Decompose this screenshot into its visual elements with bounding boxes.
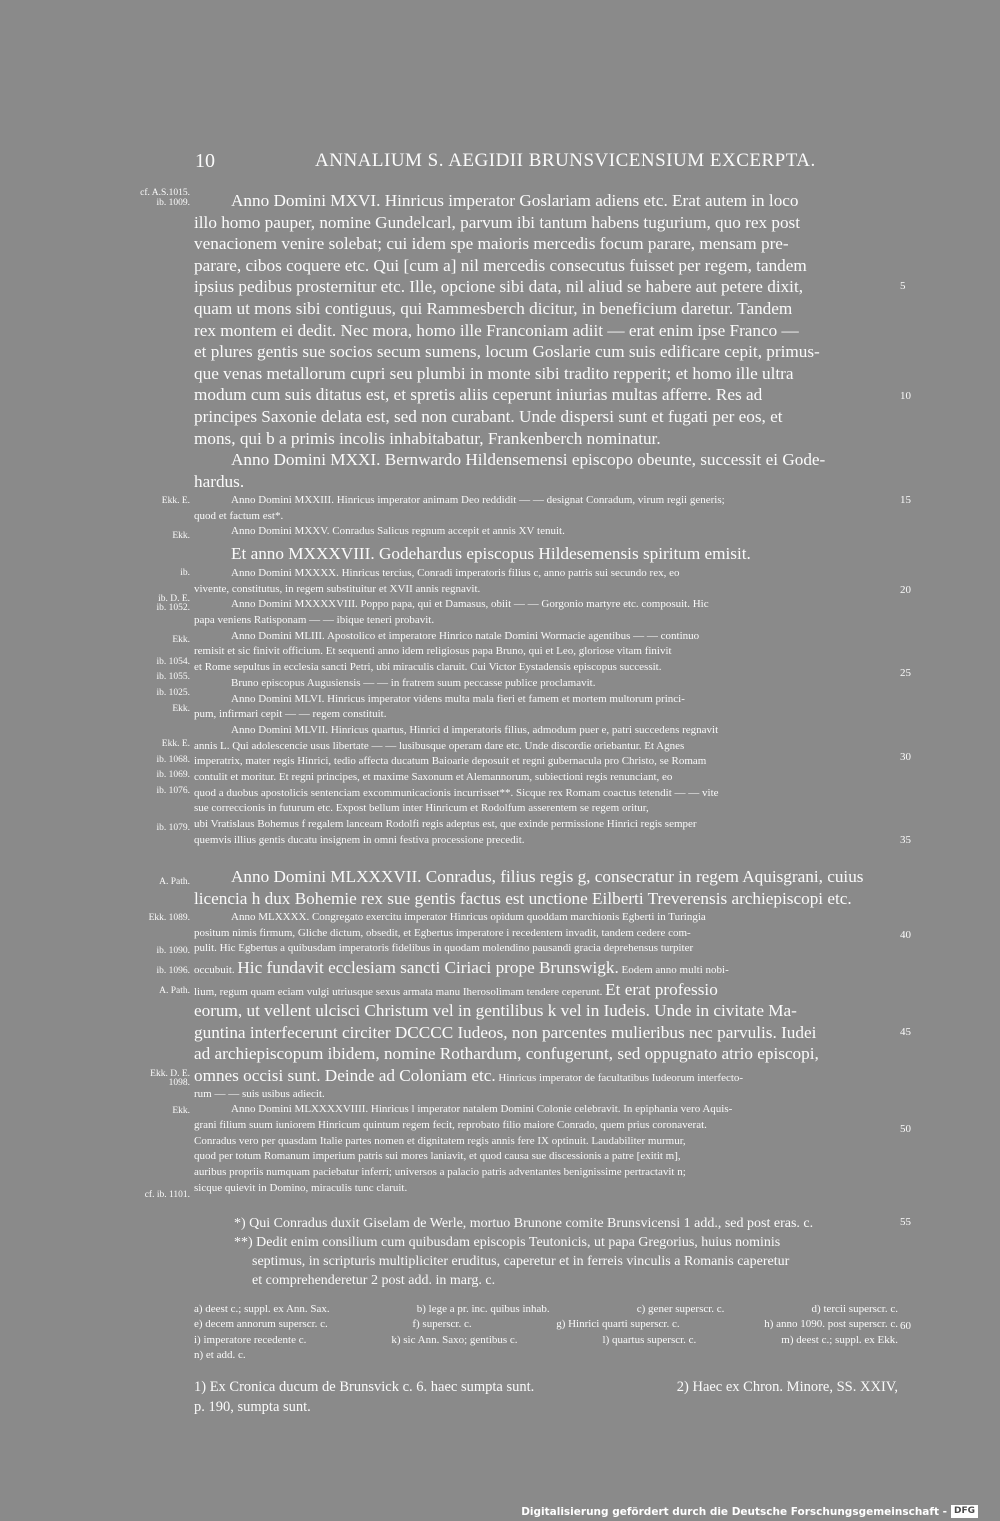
mixed-text-line: quod per totum Romanum imperium patris sui mores laniavit, et quod causa sue discessionis a patre [exitit m], [194,1150,681,1163]
apparatus-note: k) sic Ann. Saxo; gentibus c. [391,1333,518,1346]
main-text-block-3 [194,866,898,909]
text-line: que venas metallorum cupri seu plumbi in monte sibi tradito repperit; et homo ille ultra [194,363,794,383]
margin-note: ib. 1090. [156,946,190,956]
text-line: Anno Domini MXVI. Hinricus imperator Goslariam adiens etc. Erat autem in loco [231,191,799,210]
small-text-block-1 [194,493,898,540]
line-number: 35 [900,834,911,846]
source-note-line: p. 190, sumpta sunt. [194,1398,311,1415]
page-number: 10 [195,150,215,172]
line-number: 20 [900,584,911,596]
small-text-line: annis L. Qui adolescencie usus libertate — — lusibusque operam dare etc. Unde discordie oriebantur. Et Agnes [194,739,685,752]
margin-note: Ekk. [172,531,190,541]
line-number: 55 [900,1216,911,1228]
line-number: 60 [900,1320,911,1332]
footnote-line: et comprehenderetur 2 post add. in marg. c. [252,1273,496,1288]
small-segment: lium, regum quam eciam vulgi utriusque sexus armata manu Iherosolimam tendere ceperunt. [194,985,606,998]
margin-note: ib. 1069. [156,770,190,780]
mixed-text-line: ad archiepiscopum ibidem, nomine Rothardum, confugerunt, sed oppugnato atrio episcopi, [194,1044,819,1064]
small-text-line: remisit et sic finivit officium. Et sequenti anno idem religiosus papa Bruno, qui et Leo, gloriose vitam finivit [194,645,672,658]
small-segment: occubuit. [194,964,238,977]
margin-note: cf. ib. 1101. [144,1190,190,1200]
line-number: 30 [900,751,911,763]
apparatus-note: l) quartus superscr. c. [602,1333,697,1346]
small-segment: Eodem anno multi nobi- [618,964,729,977]
text-line: et plures gentis sue socios secum sumens, locum Goslarie cum suis edificare cepit, primus- [194,342,820,362]
small-text-line: Anno Domini MLVII. Hinricus quartus, Hinrici d imperatoris filius, admodum puer e, patri succedens regnavit [231,723,719,736]
line-number: 40 [900,929,911,941]
main-text-block-1 [194,190,898,492]
margin-note: A. Path. [159,877,190,887]
line-number: 15 [900,494,911,506]
text-line: ipsius pedibus prosternitur etc. Ille, opcione sibi data, nil aliud se habere aut petere dixit, [194,277,804,297]
margin-note: ib. 1096. [156,966,190,976]
text-line: parare, cibos coquere etc. Qui [cum a] nil mercedis consecutus fuisset per regem, tandem [194,255,807,275]
source-notes [194,1378,898,1417]
footnote-line: *) Qui Conradus duxit Giselam de Werle, mortuo Brunone comite Brunsvicensi 1 add., sed post eras. c. [234,1216,814,1231]
apparatus-note: i) imperatore recedente c. [194,1333,307,1346]
text-line: licencia h dux Bohemie rex sue gentis factus est unctione Eilberti Treverensis archiepiscopi etc. [194,888,852,908]
line-number: 50 [900,1123,911,1135]
dfg-logo: DFG [951,1505,978,1518]
footnote-line: septimus, in scripturis multipliciter eruditus, caperetur et in ferreis vinculis a Romanis caperetur [252,1254,790,1269]
small-text-line: Anno Domini MLVI. Hinricus imperator videns multa mala fieri et famem et mortem multorum princi- [231,692,685,705]
small-text-line: Anno Domini MLIII. Apostolico et imperatore Hinrico natale Domini Wormacie agentibus — — continuo [231,629,700,642]
mixed-text-line: positum nimis firmum, Gliche dictum, obsedit, et Egbertus imperatore i recedentem invadit, tandem cedere com- [194,926,691,939]
page-header [195,150,900,180]
margin-note: Ekk. 1089. [148,913,190,923]
small-text-line: Bruno episcopus Augusiensis — — in fratrem suum peccasse publice proclamavit. [231,676,596,689]
text-line: mons, qui b a primis incolis inhabitabatur, Frankenberch nominatur. [194,428,661,448]
margin-note: ib. 1055. [156,672,190,682]
line-number: 5 [900,280,906,292]
mixed-text-line: auribus propriis numquam paciebatur inferri; universos a palacio patris adventantes benignissime pertractavit n; [194,1166,686,1179]
text-line: principes Saxonie delata est, sed non curabant. Unde dispersi sunt et fugati per eos, et [194,406,783,426]
margin-note: ib. [180,568,190,578]
source-note-1: 1) Ex Cronica ducum de Brunsvick c. 6. haec sumpta sunt. [194,1379,535,1395]
critical-apparatus [194,1302,898,1364]
text-line: Et anno MXXXVIII. Godehardus episcopus Hildesemensis spiritum emisit. [231,544,751,563]
footnotes [194,1214,898,1290]
text-line: venacionem venire solebat; cui idem spe maioris mercedis focum parare, mensam pre- [194,234,789,254]
source-note-line [194,1378,898,1398]
mixed-text-line [194,957,898,979]
margin-note: Ekk. E. [161,739,190,749]
margin-note: ib. 1079. [156,823,190,833]
small-text-line: quemvis illius gentis ducatu insignem in omni festiva processione precedit. [194,833,525,846]
apparatus-row [194,1317,898,1332]
margin-note: Ekk. D. E. [150,1069,190,1079]
mixed-text-line: eorum, ut vellent ulcisci Christum vel in gentilibus k vel in Iudeis. Unde in civitate Ma- [194,1001,797,1021]
small-text-line: imperatrix, mater regis Hinrici, tedio affecta ducatum Baioarie deposuit et regni gubernacula pro Christo, se Romam [194,755,707,768]
apparatus-note: a) deest c.; suppl. ex Ann. Sax. [194,1303,330,1315]
main-text-block-2 [194,543,898,565]
source-note-2: 2) Haec ex Chron. Minore, SS. XXIV, [676,1379,898,1395]
small-text-line: vivente, constitutus, in regem substituitur et XVII annis regnavit. [194,582,481,595]
mixed-text-line: Anno Domini MLXXXXVIIII. Hinricus l imperator natalem Domini Colonie celebravit. In epiphania vero Aquis- [231,1103,733,1116]
apparatus-row [194,1302,898,1317]
margin-note: cf. A.S.1015. [140,188,190,198]
small-text-line: quod et factum est*. [194,509,284,522]
apparatus-note: g) Hinrici quarti superscr. c. [556,1318,680,1331]
margin-note: A. Path. [159,986,190,996]
small-text-line: ubi Vratislaus Bohemus f regalem lanceam Rodolfi regis adeptus est, que exinde permissione Hinrici regis semper [194,818,697,830]
text-line: rex montem ei dedit. Nec mora, homo ille Franconiam adiit — erat enim ipse Franco — [194,320,799,340]
margin-note: Ekk. [172,1106,190,1116]
apparatus-note: d) tercii superscr. c. [811,1303,898,1315]
small-text-line: quod a duobus apostolicis sentenciam excommunicacionis incurrisset**. Sicque rex Romam coactus tetendit — — vite [194,786,719,799]
mixed-text-line: rum — — suis usibus adiecit. [194,1087,325,1100]
mixed-text-line: Anno MLXXXX. Congregato exercitu imperator Hinricus opidum quoddam marchionis Egberti in Turingia [231,911,706,923]
small-text-line: et Rome sepultus in ecclesia sancti Petri, ubi miraculis claruit. Cui Victor Eystadensis episcopus successit. [194,661,662,674]
text-line: hardus. [194,471,245,491]
margin-note: ib. D. E. [158,594,190,604]
mixed-text-block [194,910,898,1196]
line-number: 10 [900,390,911,402]
apparatus-note: m) deest c.; suppl. ex Ekk. [781,1333,898,1346]
small-text-line: Anno Domini MXXV. Conradus Salicus regnum accepit et annis XV tenuit. [231,525,565,538]
mixed-text-line: pulit. Hic Egbertus a quibusdam imperatoris fidelibus in quodam molendino pausandi gracia deprehensus turpiter [194,942,694,955]
small-text-line: Anno Domini MXXIII. Hinricus imperator animam Deo reddidit — — designat Conradum, virum regii generis; [231,494,725,506]
small-segment: Hinricus imperator de facultatibus Iudeorum interfecto- [495,1072,744,1085]
mixed-text-line [194,1065,898,1087]
mixed-text-line: grani filium suum iuniorem Hinricum quintum regem fecit, reprobato filio maiore Conrado, quem prius coronaverat. [194,1119,707,1131]
margin-note: ib. 1009. [156,198,190,208]
small-text-line: pum, infirmari cepit — — regem constituit. [194,708,387,721]
mixed-text-line: Conradus vero per quasdam Italie partes nomen et dignitatem regis annis fere IX optinuit. Laudabiliter murmur, [194,1134,686,1147]
small-text-block-2 [194,566,898,848]
text-line: Anno Domini MXXI. Bernwardo Hildensemensi episcopo obeunte, successit ei Gode- [231,450,826,470]
margin-note: ib. 1054. [156,657,190,667]
text-line: modum cum suis ditatus est, et spretis aliis ceperunt iniurias multas afferre. Res ad [194,385,763,405]
apparatus-row [194,1348,898,1363]
small-text-line: Anno Domini MXXXXVIII. Poppo papa, qui et Damasus, obiit — — Gorgonio martyre etc. composuit. Hic [231,598,709,611]
apparatus-note: b) lege a pr. inc. quibus inhab. [416,1303,550,1315]
mixed-text-line: guntina interfecerunt circiter DCCCC Iudeos, non parcentes mulieribus nec parvulis. Iudei [194,1022,817,1042]
line-number: 45 [900,1026,911,1038]
margin-note: ib. 1076. [156,786,190,796]
text-line: illo homo pauper, nomine Gundelcarl, parvum ibi tantum habens tugurium, quo rex post [194,212,801,232]
margin-note: Ekk. [172,635,190,645]
digitization-credit [521,1505,978,1518]
main-segment: Hic fundavit ecclesiam sancti Ciriaci prope Brunswigk. [237,958,619,978]
text-line: quam ut mons sibi contiguus, qui Rammesberch dicitur, in beneficium daretur. Tandem [194,298,793,318]
main-segment: omnes occisi sunt. Deinde ad Coloniam etc. [194,1066,496,1086]
margin-note: ib. 1025. [156,688,190,698]
apparatus-note: h) anno 1090. post superscr. c. [764,1318,898,1331]
margin-note: Ekk. [172,704,190,714]
small-text-line: Anno Domini MXXXX. Hinricus tercius, Conradi imperatoris filius c, anno patris sui secundo rex, eo [231,567,680,579]
apparatus-note: e) decem annorum superscr. c. [194,1318,328,1331]
margin-note: ib. 1068. [156,755,190,765]
main-segment: Et erat professio [605,979,718,999]
apparatus-note: f) superscr. c. [412,1318,472,1331]
mixed-text-line: sicque quievit in Domino, miraculis tunc claruit. [194,1181,408,1194]
text-line: Anno Domini MLXXXVII. Conradus, filius regis g, consecratur in regem Aquisgrani, cuius [231,867,864,886]
small-text-line: sue correccionis in futurum etc. Expost bellum inter Hinricum et Rodolfum asserentem se regem oritur, [194,802,649,815]
apparatus-row [194,1333,898,1348]
apparatus-note: c) gener superscr. c. [636,1303,725,1315]
small-text-line: contulit et moritur. Et regni principes, et maxime Saxonum et Alemannorum, subiectioni regis renunciant, eo [194,770,673,783]
credit-text: Digitalisierung gefördert durch die Deutsche Forschungsgemeinschaft - [521,1505,947,1518]
mixed-text-line [194,979,898,1001]
margin-note: 1098. [168,1078,190,1088]
margin-note: Ekk. E. [161,496,190,506]
footnote-line: **) Dedit enim consilium cum quibusdam episcopis Teutonicis, ut papa Gregorius, huius nominis [234,1235,781,1250]
small-text-line: papa veniens Ratisponam — — ibique teneri probavit. [194,614,435,627]
line-number: 25 [900,667,911,679]
running-title: ANNALIUM S. AEGIDII BRUNSVICENSIUM EXCERPTA. [315,150,816,171]
margin-note: ib. 1052. [156,603,190,613]
apparatus-note: n) et add. c. [194,1349,246,1362]
